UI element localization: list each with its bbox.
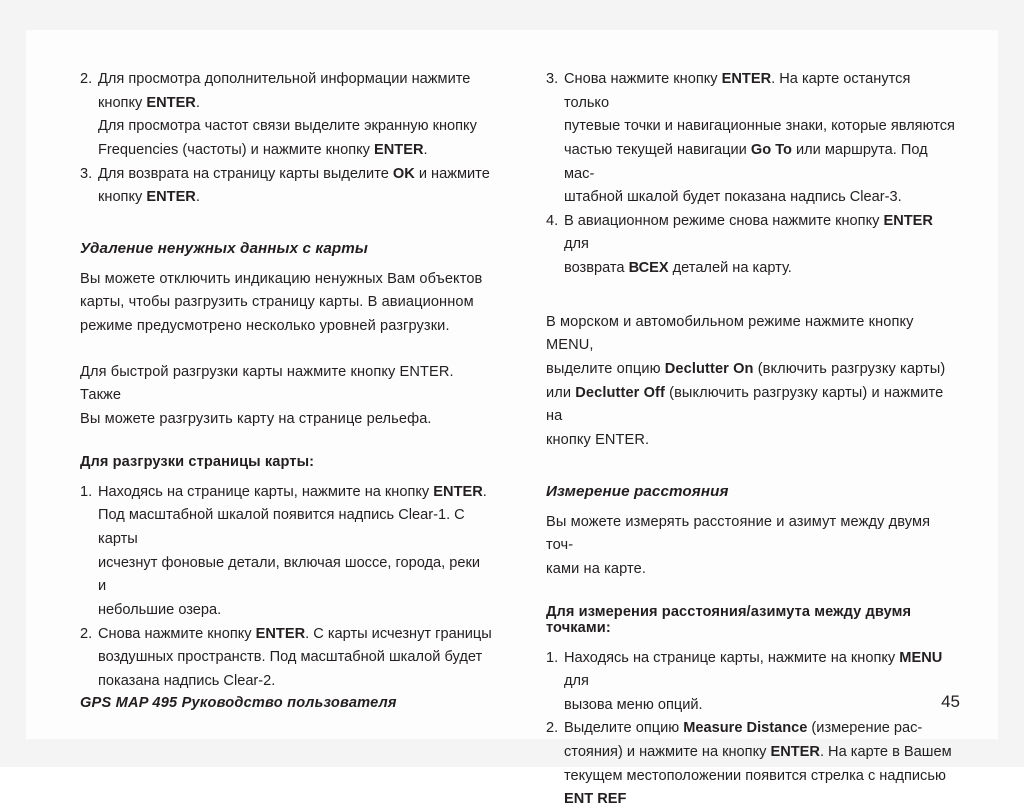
list-text: Снова нажмите кнопку ENTER. На карте останутся только путевые точки и навигационные знаки, которые являются частью текущей навигации Go To или маршрута. Под мас- штабной шкалой будет показана надпись Clear-3. — [564, 71, 955, 206]
list-number: 2. — [80, 625, 93, 642]
section-heading-declutter: Удаление ненужных данных с карты — [80, 239, 368, 257]
page-number: 45 — [941, 692, 960, 711]
list-text: Для возврата на страницу карты выделите OK и нажмите кнопку ENTER. — [98, 165, 490, 206]
list-number: 1. — [546, 649, 559, 666]
subheading-declutter-steps: Для разгрузки страницы карты: — [80, 453, 315, 470]
paragraph-distance-intro: Вы можете измерять расстояние и азимут между двумя точ- ками на карте. — [546, 513, 931, 577]
list-text: Выделите опцию Measure Distance (измерение рас- стояния) и нажмите на кнопку ENTER. На карте в Вашем текущем местоположении появится стрелка с надписью ENT REF — [564, 720, 952, 808]
section-heading-distance: Измерение расстояния — [546, 482, 729, 500]
subheading-distance-steps: Для измерения расстояния/азимута между двумя точками: — [546, 603, 912, 636]
list-number: 2. — [80, 71, 93, 87]
list-item — [546, 210, 958, 281]
list-number: 1. — [80, 483, 93, 500]
list-item — [546, 717, 958, 812]
list-item — [80, 481, 492, 623]
list-text: Снова нажмите кнопку ENTER. С карты исчезнут границы воздушных пространств. Под масштабной шкалой будет показана надпись Clear-2. — [98, 625, 492, 689]
page-content — [80, 68, 960, 808]
list-item — [80, 623, 492, 694]
page-edge-right — [998, 0, 1024, 767]
footer-title: GPS MAP 495 Руководство пользователя — [80, 695, 397, 711]
list-item — [546, 68, 958, 210]
list-number: 4. — [546, 212, 559, 229]
list-text: В авиационном режиме снова нажмите кнопку ENTER для возврата ВСЕХ деталей на карту. — [564, 212, 933, 277]
paragraph-marine-auto-mode: В морском и автомобильном режиме нажмите кнопку MENU, выделите опцию Declutter On (включить разгрузку карты) или Declutter Off (выключить разгрузку карты) и нажмите на кнопку ENTER. — [546, 313, 946, 448]
list-text: Находясь на странице карты, нажмите на кнопку ENTER. Под масштабной шкалой появится надпись Clear-1. С карты исчезнут фоновые детали, включая шоссе, города, реки и небольшие озера. — [98, 483, 487, 618]
list-item — [80, 68, 492, 163]
list-number: 3. — [80, 165, 93, 182]
list-number: 2. — [546, 720, 559, 737]
paragraph-quick-declutter: Для быстрой разгрузки карты нажмите кнопку ENTER. Также Вы можете разгрузить карту на странице рельефа. — [80, 363, 454, 428]
list-item — [80, 163, 492, 210]
list-number: 3. — [546, 71, 559, 87]
paragraph-declutter-intro: Вы можете отключить индикацию ненужных Вам объектов карты, чтобы разгрузить страницу карты. В авиационном режиме предусмотрено несколько уровней разгрузки. — [80, 270, 483, 335]
page-edge-top — [0, 0, 1024, 30]
page-edge-left — [0, 0, 26, 767]
list-text: Находясь на странице карты, нажмите на кнопку MENU для вызова меню опций. — [564, 649, 943, 713]
page-footer — [80, 692, 960, 712]
list-text: Для просмотра дополнительной информации нажмите кнопку ENTER. Для просмотра частот связи выделите экранную кнопку Frequencies (частоты) и нажмите кнопку ENTER. — [98, 71, 477, 158]
